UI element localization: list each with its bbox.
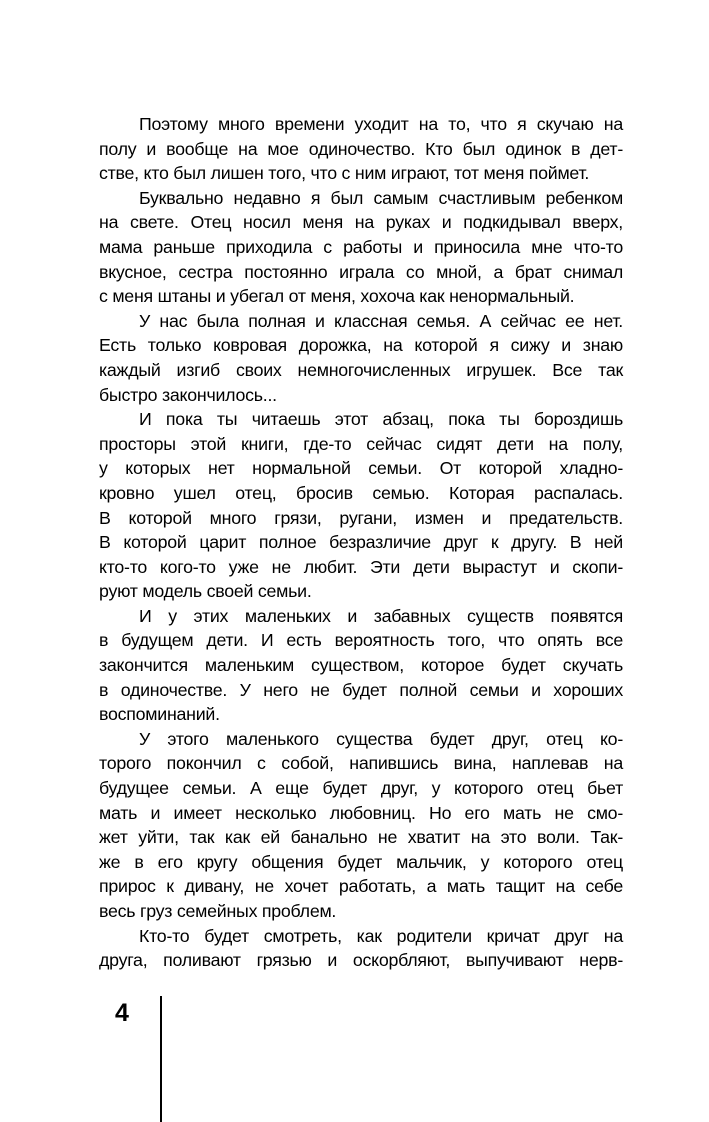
paragraph — [99, 112, 623, 186]
text-line: Буквально недавно я был самым счастливым ребенком — [139, 187, 623, 208]
text-line: прирос к дивану, не хочет работать, а мать тащит на себе — [99, 876, 623, 897]
paragraph — [99, 186, 623, 309]
text-line: И у этих маленьких и забавных существ появятся — [139, 605, 623, 626]
text-line: будущее семьи. А еще будет друг, у которого отец бьет — [99, 778, 623, 799]
text-line: весь груз семейных проблем. — [99, 901, 337, 921]
text-line: кто-то кого-то уже не любит. Эти дети вырастут и скопи- — [99, 556, 623, 577]
text-line: стве, кто был лишен того, что с ним играют, тот меня поймет. — [99, 163, 590, 184]
text-line: каждый изгиб своих немногочисленных игрушек. Все так — [99, 359, 623, 380]
text-line: полу и вообще на мое одиночество. Кто был одинок в дет- — [99, 138, 623, 159]
text-line: Кто-то будет смотреть, как родители кричат друг на — [139, 925, 623, 946]
text-line: вкусное, сестра постоянно играла со мной, а брат снимал — [99, 261, 623, 282]
text-line: с меня штаны и убегал от меня, хохоча как ненормальный. — [99, 286, 575, 307]
text-line: руют модель своей семьи. — [99, 581, 312, 602]
text-line: закончится маленьким существом, которое будет скучать — [99, 655, 623, 676]
footer-rule — [160, 996, 162, 1122]
paragraph — [99, 727, 623, 924]
text-line: торого покончил с собой, напившись вина, наплевав на — [99, 753, 623, 774]
text-line: У этого маленького существа будет друг, отец ко- — [139, 728, 623, 749]
text-line: в одиночестве. У него не будет полной семьи и хороших — [99, 679, 623, 700]
text-line: быстро закончилось... — [99, 384, 277, 405]
text-line: мать и имеет несколько любовниц. Но его мать не смо- — [99, 802, 623, 823]
paragraph — [99, 407, 623, 604]
paragraph — [99, 309, 623, 407]
text-line: в будущем дети. И есть вероятность того, что опять все — [99, 630, 623, 651]
text-line: Есть только ковровая дорожка, на которой я сижу и знаю — [99, 335, 623, 356]
text-line: Поэтому много времени уходит на то, что я скучаю на — [139, 114, 623, 134]
text-line: В которой много грязи, ругани, измен и предательств. — [99, 507, 623, 528]
text-line: У нас была полная и классная семья. А сейчас ее нет. — [139, 310, 623, 331]
text-line: просторы этой книги, где-то сейчас сидят дети на полу, — [99, 433, 623, 454]
page-text — [99, 112, 623, 973]
text-line: воспоминаний. — [99, 704, 220, 725]
text-line: на свете. Отец носил меня на руках и подкидывал вверх, — [99, 212, 623, 233]
text-line: И пока ты читаешь этот абзац, пока ты бороздишь — [139, 409, 623, 430]
text-line: друга, поливают грязью и оскорбляют, выпучивают нерв- — [99, 950, 623, 971]
text-line: жет уйти, так как ей банально не хватит на это воли. Так- — [99, 827, 623, 848]
text-line: же в его кругу общения будет мальчик, у которого отец — [99, 851, 623, 872]
page-number: 4 — [115, 999, 129, 1027]
text-line: кровно ушел отец, бросив семью. Которая распалась. — [99, 482, 623, 503]
text-line: мама раньше приходила с работы и приносила мне что-то — [99, 236, 623, 257]
paragraph — [99, 604, 623, 727]
paragraph — [99, 924, 623, 973]
text-line: В которой царит полное безразличие друг к другу. В ней — [99, 532, 623, 553]
text-line: у которых нет нормальной семьи. От которой хладно- — [99, 458, 623, 479]
